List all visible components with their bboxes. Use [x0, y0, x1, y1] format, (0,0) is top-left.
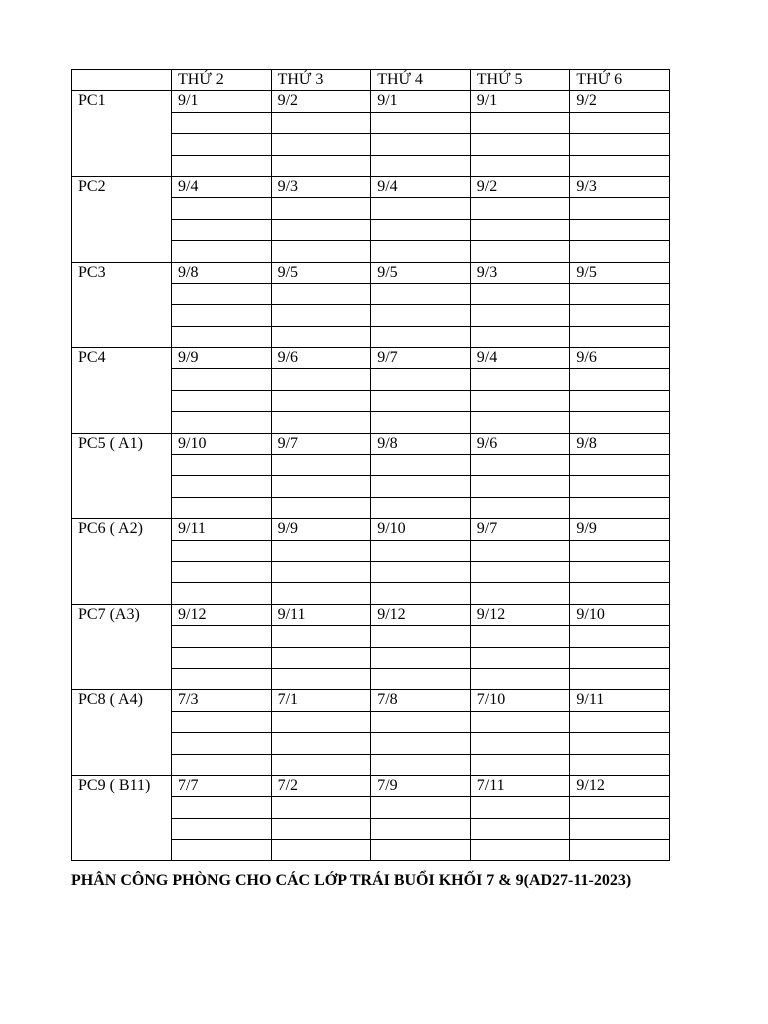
header-day-cell: THỨ 3	[271, 70, 371, 91]
room-name-cell: PC3	[72, 262, 172, 348]
class-assignment-cell: 9/5	[371, 262, 471, 283]
class-assignment-cell: 9/8	[570, 433, 670, 454]
empty-cell	[271, 647, 371, 668]
empty-cell	[172, 754, 272, 775]
header-day-cell: THỨ 6	[570, 70, 670, 91]
empty-cell	[470, 198, 570, 219]
empty-cell	[470, 840, 570, 861]
empty-cell	[271, 476, 371, 497]
empty-cell	[371, 561, 471, 582]
empty-cell	[371, 455, 471, 476]
empty-cell	[470, 583, 570, 604]
class-assignment-cell: 9/4	[470, 348, 570, 369]
empty-cell	[172, 818, 272, 839]
class-assignment-cell: 9/12	[172, 604, 272, 625]
empty-cell	[570, 647, 670, 668]
room-name-cell: PC5 ( A1)	[72, 433, 172, 519]
class-assignment-cell: 9/8	[172, 262, 272, 283]
empty-cell	[271, 797, 371, 818]
class-assignment-cell: 9/10	[371, 519, 471, 540]
empty-cell	[470, 818, 570, 839]
empty-cell	[271, 561, 371, 582]
empty-cell	[172, 797, 272, 818]
empty-cell	[470, 497, 570, 518]
room-name-cell: PC2	[72, 176, 172, 262]
class-assignment-cell: 9/7	[470, 519, 570, 540]
class-assignment-cell: 9/1	[470, 91, 570, 112]
empty-cell	[570, 583, 670, 604]
empty-cell	[271, 733, 371, 754]
class-assignment-cell: 7/2	[271, 775, 371, 796]
room-class-row	[72, 775, 670, 796]
schedule-caption: PHÂN CÔNG PHÒNG CHO CÁC LỚP TRÁI BUỔI KHỐI 7 & 9(AD27-11-2023)	[71, 872, 632, 889]
empty-cell	[271, 818, 371, 839]
empty-cell	[271, 540, 371, 561]
class-assignment-cell: 7/9	[371, 775, 471, 796]
class-assignment-cell: 9/3	[570, 176, 670, 197]
class-assignment-cell: 9/3	[470, 262, 570, 283]
class-assignment-cell: 9/3	[271, 176, 371, 197]
empty-cell	[271, 283, 371, 304]
empty-cell	[470, 155, 570, 176]
class-assignment-cell: 9/8	[371, 433, 471, 454]
empty-cell	[371, 219, 471, 240]
room-class-row	[72, 433, 670, 454]
empty-cell	[172, 583, 272, 604]
class-assignment-cell: 9/1	[371, 91, 471, 112]
empty-cell	[172, 668, 272, 689]
class-assignment-cell: 7/8	[371, 690, 471, 711]
room-class-row	[72, 690, 670, 711]
room-class-row	[72, 519, 670, 540]
room-class-row	[72, 176, 670, 197]
class-assignment-cell: 9/2	[570, 91, 670, 112]
class-assignment-cell: 9/6	[271, 348, 371, 369]
room-class-row	[72, 604, 670, 625]
class-assignment-cell: 7/10	[470, 690, 570, 711]
empty-cell	[570, 412, 670, 433]
empty-cell	[271, 155, 371, 176]
empty-cell	[470, 412, 570, 433]
empty-cell	[271, 198, 371, 219]
class-assignment-cell: 9/12	[371, 604, 471, 625]
empty-cell	[172, 626, 272, 647]
empty-cell	[570, 198, 670, 219]
empty-cell	[371, 733, 471, 754]
empty-cell	[271, 305, 371, 326]
empty-cell	[172, 369, 272, 390]
empty-cell	[172, 112, 272, 133]
class-assignment-cell: 7/7	[172, 775, 272, 796]
empty-cell	[470, 647, 570, 668]
class-assignment-cell: 9/5	[570, 262, 670, 283]
class-assignment-cell: 9/4	[172, 176, 272, 197]
empty-cell	[271, 326, 371, 347]
class-assignment-cell: 9/11	[570, 690, 670, 711]
empty-cell	[570, 326, 670, 347]
room-name-cell: PC8 ( A4)	[72, 690, 172, 776]
class-assignment-cell: 7/11	[470, 775, 570, 796]
header-day-cell: THỨ 2	[172, 70, 272, 91]
empty-cell	[371, 818, 471, 839]
empty-cell	[371, 134, 471, 155]
empty-cell	[172, 283, 272, 304]
empty-cell	[371, 305, 471, 326]
empty-cell	[470, 754, 570, 775]
empty-cell	[570, 369, 670, 390]
empty-cell	[371, 668, 471, 689]
empty-cell	[470, 241, 570, 262]
empty-cell	[172, 219, 272, 240]
empty-cell	[570, 219, 670, 240]
empty-cell	[371, 583, 471, 604]
empty-cell	[371, 647, 471, 668]
header-corner-cell	[72, 70, 172, 91]
empty-cell	[271, 626, 371, 647]
empty-cell	[470, 305, 570, 326]
empty-cell	[371, 476, 471, 497]
room-name-cell: PC7 (A3)	[72, 604, 172, 690]
empty-cell	[371, 241, 471, 262]
empty-cell	[172, 155, 272, 176]
empty-cell	[470, 668, 570, 689]
empty-cell	[470, 626, 570, 647]
empty-cell	[570, 754, 670, 775]
class-assignment-cell: 9/9	[172, 348, 272, 369]
empty-cell	[371, 390, 471, 411]
empty-cell	[570, 668, 670, 689]
empty-cell	[172, 198, 272, 219]
class-assignment-cell: 7/3	[172, 690, 272, 711]
class-assignment-cell: 9/4	[371, 176, 471, 197]
empty-cell	[172, 733, 272, 754]
empty-cell	[570, 283, 670, 304]
room-name-cell: PC1	[72, 91, 172, 177]
empty-cell	[172, 561, 272, 582]
empty-cell	[172, 647, 272, 668]
empty-cell	[470, 112, 570, 133]
empty-cell	[172, 455, 272, 476]
empty-cell	[172, 241, 272, 262]
empty-cell	[172, 476, 272, 497]
room-name-cell: PC6 ( A2)	[72, 519, 172, 605]
empty-cell	[470, 369, 570, 390]
empty-cell	[570, 241, 670, 262]
empty-cell	[371, 840, 471, 861]
empty-cell	[570, 390, 670, 411]
empty-cell	[271, 241, 371, 262]
empty-cell	[271, 390, 371, 411]
empty-cell	[470, 476, 570, 497]
empty-cell	[271, 840, 371, 861]
room-class-row	[72, 91, 670, 112]
empty-cell	[172, 134, 272, 155]
empty-cell	[470, 797, 570, 818]
empty-cell	[470, 733, 570, 754]
class-assignment-cell: 7/1	[271, 690, 371, 711]
empty-cell	[570, 797, 670, 818]
empty-cell	[271, 219, 371, 240]
empty-cell	[172, 840, 272, 861]
empty-cell	[570, 497, 670, 518]
empty-cell	[371, 326, 471, 347]
empty-cell	[570, 540, 670, 561]
empty-cell	[172, 540, 272, 561]
empty-cell	[371, 412, 471, 433]
schedule-body	[72, 70, 670, 861]
class-assignment-cell: 9/11	[271, 604, 371, 625]
empty-cell	[371, 540, 471, 561]
class-assignment-cell: 9/12	[470, 604, 570, 625]
empty-cell	[470, 455, 570, 476]
empty-cell	[470, 219, 570, 240]
empty-cell	[570, 711, 670, 732]
room-schedule-table	[71, 69, 670, 861]
empty-cell	[371, 369, 471, 390]
empty-cell	[470, 134, 570, 155]
class-assignment-cell: 9/6	[470, 433, 570, 454]
empty-cell	[570, 305, 670, 326]
empty-cell	[470, 561, 570, 582]
empty-cell	[271, 668, 371, 689]
empty-cell	[371, 626, 471, 647]
class-assignment-cell: 9/10	[570, 604, 670, 625]
empty-cell	[470, 326, 570, 347]
header-row	[72, 70, 670, 91]
class-assignment-cell: 9/11	[172, 519, 272, 540]
empty-cell	[570, 840, 670, 861]
empty-cell	[570, 626, 670, 647]
empty-cell	[470, 283, 570, 304]
empty-cell	[570, 818, 670, 839]
empty-cell	[371, 198, 471, 219]
class-assignment-cell: 9/2	[470, 176, 570, 197]
empty-cell	[570, 134, 670, 155]
empty-cell	[371, 155, 471, 176]
empty-cell	[271, 754, 371, 775]
empty-cell	[570, 155, 670, 176]
empty-cell	[470, 540, 570, 561]
empty-cell	[271, 455, 371, 476]
class-assignment-cell: 9/6	[570, 348, 670, 369]
empty-cell	[371, 497, 471, 518]
empty-cell	[371, 797, 471, 818]
empty-cell	[470, 390, 570, 411]
room-class-row	[72, 348, 670, 369]
empty-cell	[271, 369, 371, 390]
class-assignment-cell: 9/9	[570, 519, 670, 540]
header-day-cell: THỨ 4	[371, 70, 471, 91]
empty-cell	[570, 561, 670, 582]
class-assignment-cell: 9/9	[271, 519, 371, 540]
empty-cell	[570, 476, 670, 497]
room-name-cell: PC4	[72, 348, 172, 434]
empty-cell	[172, 326, 272, 347]
empty-cell	[172, 711, 272, 732]
class-assignment-cell: 9/2	[271, 91, 371, 112]
empty-cell	[470, 711, 570, 732]
empty-cell	[271, 412, 371, 433]
class-assignment-cell: 9/1	[172, 91, 272, 112]
room-class-row	[72, 262, 670, 283]
class-assignment-cell: 9/12	[570, 775, 670, 796]
empty-cell	[570, 455, 670, 476]
header-day-cell: THỨ 5	[470, 70, 570, 91]
empty-cell	[172, 412, 272, 433]
empty-cell	[271, 134, 371, 155]
empty-cell	[371, 711, 471, 732]
class-assignment-cell: 9/7	[371, 348, 471, 369]
empty-cell	[371, 112, 471, 133]
empty-cell	[172, 305, 272, 326]
class-assignment-cell: 9/7	[271, 433, 371, 454]
empty-cell	[570, 112, 670, 133]
class-assignment-cell: 9/5	[271, 262, 371, 283]
empty-cell	[172, 497, 272, 518]
empty-cell	[271, 497, 371, 518]
empty-cell	[271, 112, 371, 133]
empty-cell	[271, 711, 371, 732]
empty-cell	[371, 283, 471, 304]
empty-cell	[371, 754, 471, 775]
class-assignment-cell: 9/10	[172, 433, 272, 454]
room-name-cell: PC9 ( B11)	[72, 775, 172, 861]
empty-cell	[172, 390, 272, 411]
empty-cell	[570, 733, 670, 754]
empty-cell	[271, 583, 371, 604]
